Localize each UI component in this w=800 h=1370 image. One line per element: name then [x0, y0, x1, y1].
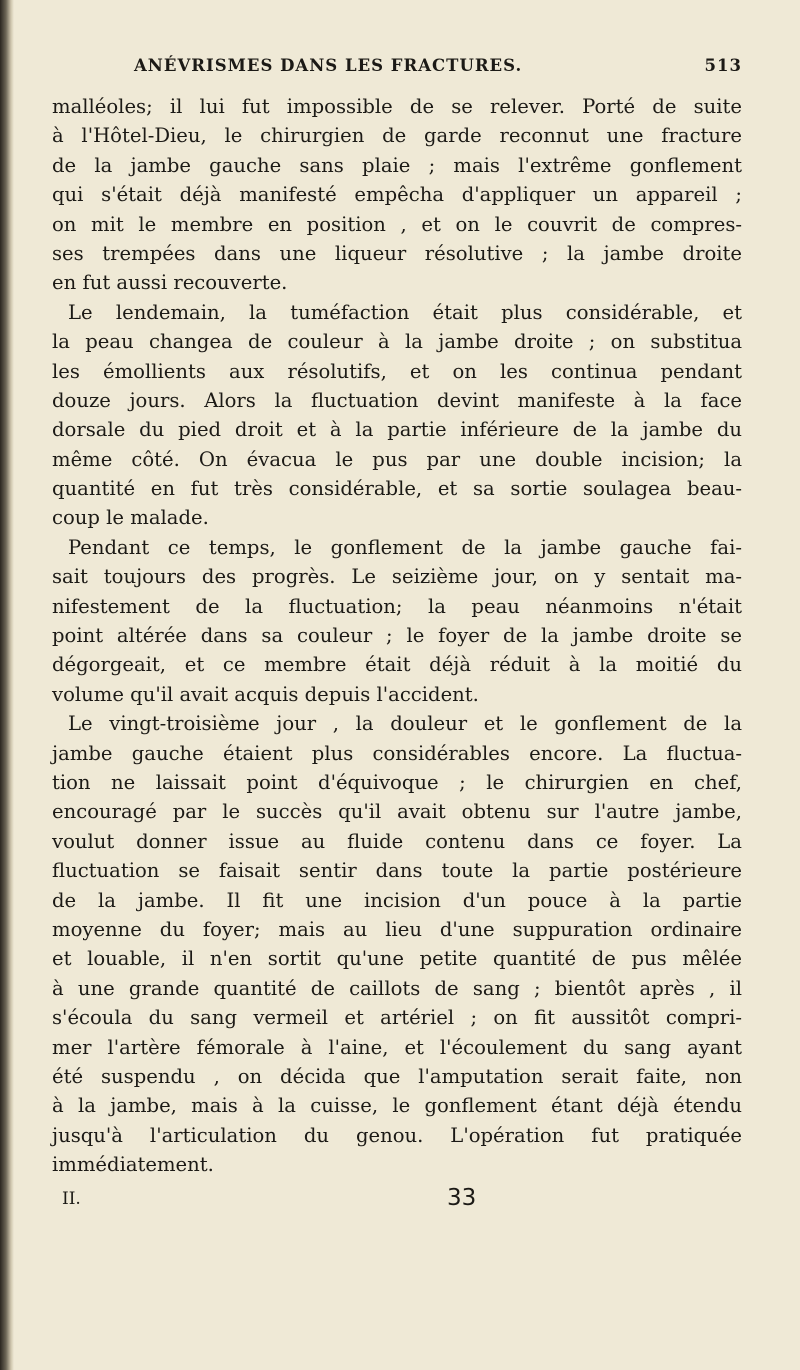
text-line: nifestement de la fluctuation; la peau néanmoins n'était: [52, 594, 742, 618]
text-line: moyenne du foyer; mais au lieu d'une suppuration ordinaire: [52, 917, 742, 941]
text-line: sait toujours des progrès. Le seizième jour, on y sentait ma-: [52, 565, 742, 589]
text-line: point altérée dans sa couleur ; le foyer de la jambe droite se: [52, 624, 742, 648]
running-head-title: ANÉVRISMES DANS LES FRACTURES.: [134, 56, 523, 75]
text-line: et louable, il n'en sortit qu'une petite quantité de pus mêlée: [52, 947, 742, 971]
text-line: à la jambe, mais à la cuisse, le gonflement étant déjà étendu: [52, 1094, 742, 1118]
text-line: s'écoula du sang vermeil et artériel ; on fit aussitôt compri-: [52, 1006, 742, 1030]
body-text: [52, 92, 742, 1179]
text-line: jusqu'à l'articulation du genou. L'opération fut pratiquée: [52, 1123, 742, 1147]
text-line: on mit le membre en position , et on le couvrit de compres-: [52, 212, 742, 236]
page-footer: [52, 1185, 742, 1219]
text-line: à l'Hôtel-Dieu, le chirurgien de garde reconnut une fracture: [52, 124, 742, 148]
signature-mark: II.: [62, 1189, 81, 1210]
text-line: jambe gauche étaient plus considérables encore. La fluctua-: [52, 741, 742, 765]
text-line: Pendant ce temps, le gonflement de la jambe gauche fai-: [68, 535, 742, 559]
text-line: de la jambe gauche sans plaie ; mais l'extrême gonflement: [52, 153, 742, 177]
text-line: de la jambe. Il fit une incision d'un pouce à la partie: [52, 888, 742, 912]
text-line: douze jours. Alors la fluctuation devint manifeste à la face: [52, 388, 742, 412]
text-line: dorsale du pied droit et à la partie inférieure de la jambe du: [52, 418, 742, 442]
text-line: été suspendu , on décida que l'amputation serait faite, non: [52, 1064, 742, 1088]
text-line: ses trempées dans une liqueur résolutive ; la jambe droite: [52, 241, 742, 265]
book-page: [52, 56, 742, 1219]
text-line: malléoles; il lui fut impossible de se relever. Porté de suite: [52, 95, 742, 118]
text-line: voulut donner issue au fluide contenu dans ce foyer. La: [52, 829, 742, 853]
text-line: en fut aussi recouverte.: [52, 271, 288, 295]
text-line: la peau changea de couleur à la jambe droite ; on substitua: [52, 330, 742, 354]
text-line: mer l'artère fémorale à l'aine, et l'écoulement du sang ayant: [52, 1035, 742, 1059]
text-line: à une grande quantité de caillots de sang ; bientôt après , il: [52, 976, 742, 1000]
text-line: tion ne laissait point d'équivoque ; le chirurgien en chef,: [52, 770, 742, 794]
text-line: volume qu'il avait acquis depuis l'accident.: [52, 682, 479, 706]
text-line: immédiatement.: [52, 1153, 214, 1177]
text-line: les émollients aux résolutifs, et on les continua pendant: [52, 359, 742, 383]
text-line: fluctuation se faisait sentir dans toute la partie postérieure: [52, 859, 742, 883]
sheet-number: 33: [447, 1185, 477, 1212]
text-line: Le lendemain, la tuméfaction était plus considérable, et: [68, 300, 742, 324]
page-number: 513: [704, 56, 742, 75]
binding-edge: [0, 0, 14, 1370]
text-line: encouragé par le succès qu'il avait obtenu sur l'autre jambe,: [52, 800, 742, 824]
text-line: même côté. On évacua le pus par une double incision; la: [52, 447, 742, 471]
text-line: qui s'était déjà manifesté empêcha d'appliquer un appareil ;: [52, 183, 742, 207]
text-line: quantité en fut très considérable, et sa sortie soulagea beau-: [52, 477, 742, 501]
text-line: dégorgeait, et ce membre était déjà réduit à la moitié du: [52, 653, 742, 677]
text-line: Le vingt-troisième jour , la douleur et le gonflement de la: [68, 712, 742, 736]
running-head: [52, 56, 742, 86]
text-line: coup le malade.: [52, 506, 209, 530]
